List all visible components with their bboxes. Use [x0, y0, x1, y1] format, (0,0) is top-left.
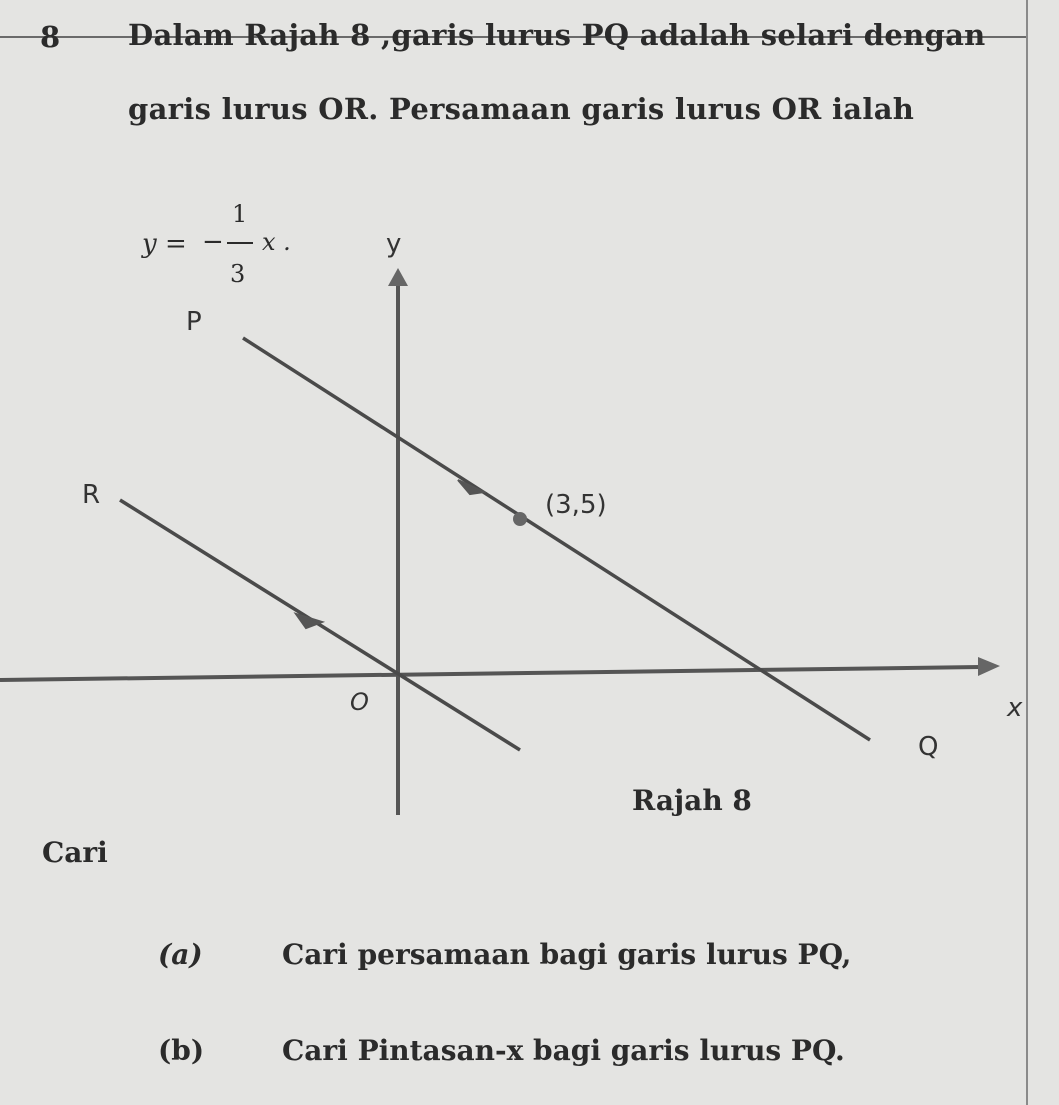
- line-or: [120, 500, 520, 750]
- point-3-5-label: (3,5): [545, 490, 607, 520]
- y-axis-arrow-icon: [388, 268, 408, 286]
- question-text-line-2: garis lurus OR. Persamaan garis lurus OR ialah: [128, 92, 915, 126]
- diagram-rajah-8: [0, 180, 1026, 840]
- part-a-text: Cari persamaan bagi garis lurus PQ,: [282, 938, 852, 971]
- y-axis-label: y: [386, 229, 402, 259]
- point-r-label: R: [82, 480, 101, 510]
- equation-variable: x .: [262, 228, 291, 256]
- equation-lhs: y =: [142, 229, 187, 259]
- line-pq: [243, 338, 870, 740]
- point-3-5: [513, 512, 527, 526]
- question-number: 8: [40, 20, 61, 54]
- line-pq-arrow-icon: [458, 480, 484, 494]
- prompt-cari: Cari: [42, 836, 108, 869]
- x-axis-label: x: [1007, 693, 1023, 723]
- question-text-line-1: Dalam Rajah 8 ,garis lurus PQ adalah selari dengan: [128, 18, 986, 52]
- point-p-label: P: [186, 307, 202, 337]
- equation-sign: −: [202, 227, 224, 257]
- point-q-label: Q: [918, 732, 939, 762]
- equation-numerator: 1: [232, 200, 248, 228]
- equation-denominator: 3: [230, 260, 246, 288]
- right-border: [1026, 0, 1028, 1105]
- part-b-text: Cari Pintasan-x bagi garis lurus PQ.: [282, 1034, 845, 1067]
- x-axis-arrow-icon: [978, 657, 1000, 676]
- part-b-label: (b): [158, 1034, 205, 1067]
- part-a-label: (a): [158, 938, 203, 971]
- x-axis: [0, 667, 980, 680]
- diagram-caption: Rajah 8: [632, 784, 752, 817]
- origin-label: O: [350, 688, 369, 716]
